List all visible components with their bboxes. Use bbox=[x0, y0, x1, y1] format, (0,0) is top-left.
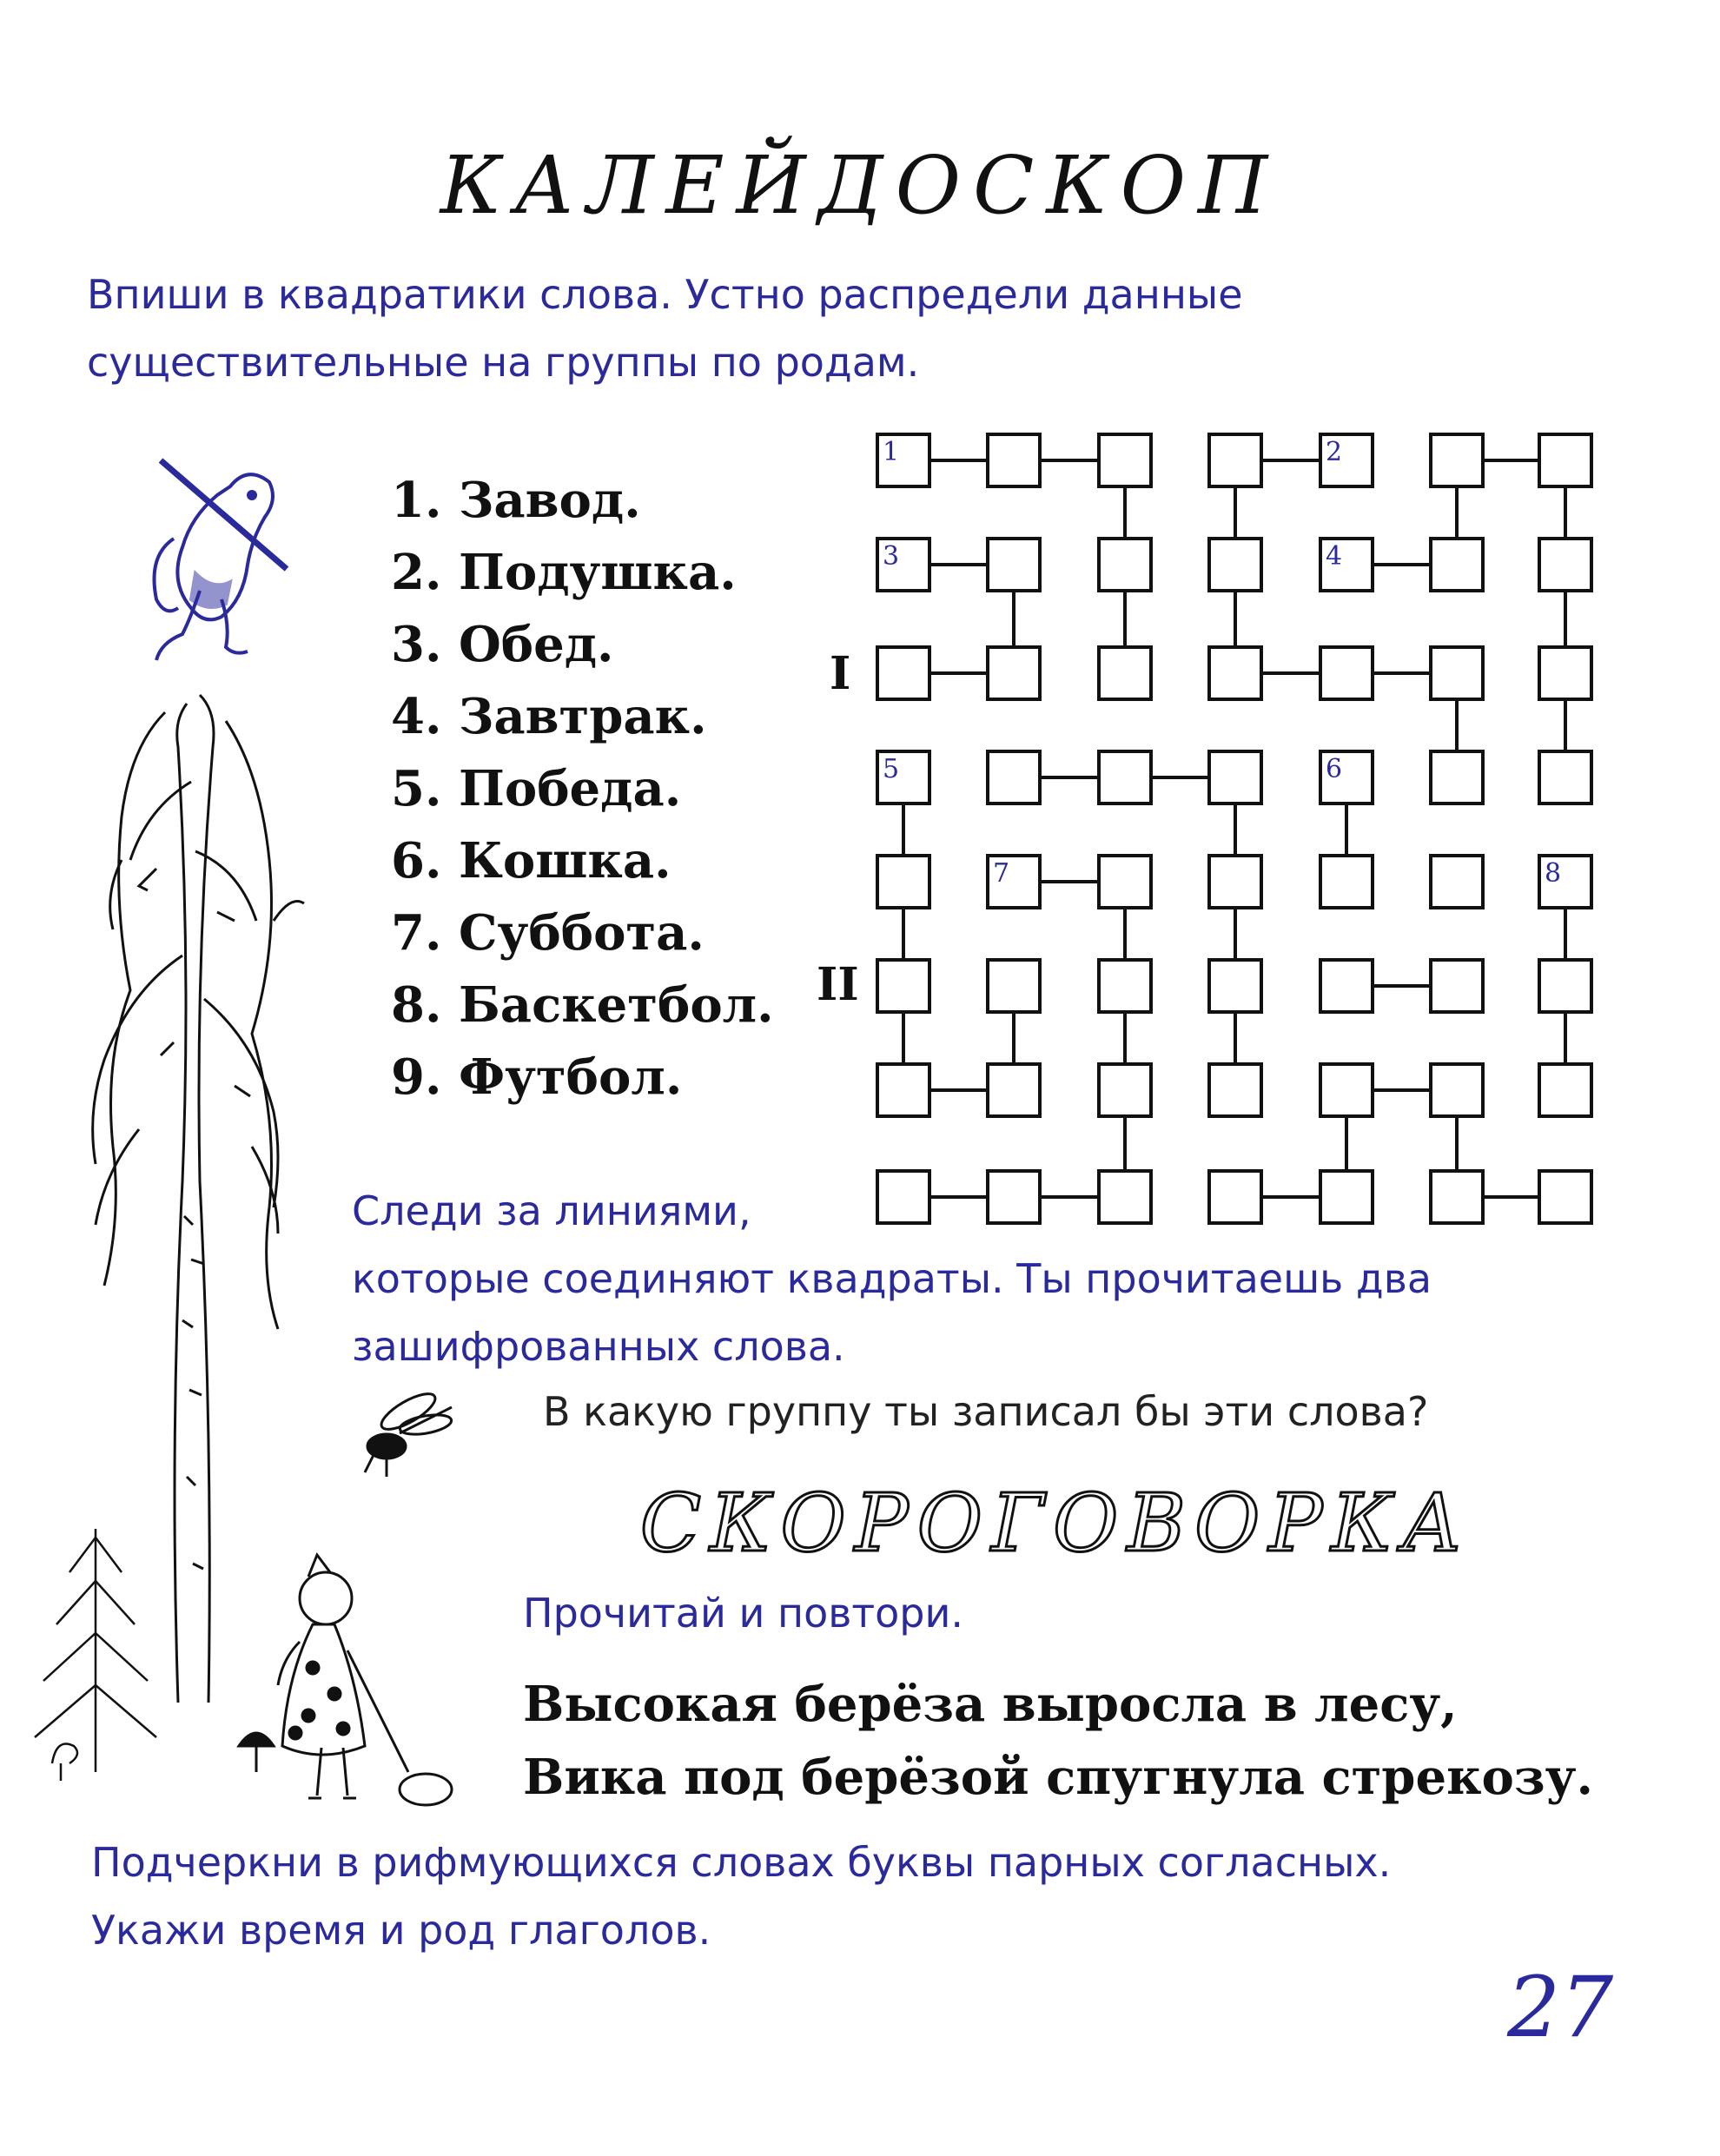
letter-box[interactable] bbox=[877, 1064, 929, 1116]
letter-box[interactable] bbox=[1099, 539, 1151, 591]
letter-box[interactable] bbox=[1539, 1171, 1591, 1223]
task2-line3: зашифрованных слова. bbox=[352, 1323, 845, 1370]
group-label-1: I bbox=[830, 647, 851, 700]
letter-box[interactable] bbox=[1209, 539, 1261, 591]
cell-number: 4 bbox=[1326, 541, 1343, 572]
plant-icon bbox=[52, 1744, 77, 1782]
letter-box[interactable] bbox=[988, 647, 1040, 699]
task2-instruction bbox=[352, 1177, 1432, 1380]
task2-line2: которые соединяют квадраты. Ты прочитаешь два bbox=[352, 1255, 1432, 1302]
letter-box[interactable] bbox=[1320, 1064, 1373, 1116]
letter-box[interactable] bbox=[1099, 434, 1151, 486]
cell-number: 5 bbox=[883, 754, 900, 784]
task3-instruction bbox=[91, 1829, 1391, 1964]
letter-box[interactable] bbox=[1099, 856, 1151, 908]
letter-box[interactable] bbox=[988, 434, 1040, 486]
word-item: 3. Обед. bbox=[391, 616, 614, 673]
page-number: 27 bbox=[1507, 1959, 1614, 2056]
letter-box[interactable] bbox=[1431, 434, 1483, 486]
letter-box[interactable] bbox=[1209, 434, 1261, 486]
letter-box[interactable] bbox=[1320, 856, 1373, 908]
letter-box[interactable] bbox=[1431, 960, 1483, 1012]
letter-box[interactable] bbox=[1099, 960, 1151, 1012]
word-item: 1. Завод. bbox=[391, 472, 641, 529]
letter-box[interactable] bbox=[1539, 751, 1591, 804]
letter-box[interactable] bbox=[1539, 539, 1591, 591]
tongue-twister-text bbox=[523, 1668, 1593, 1814]
task1-line1: Впиши в квадратики слова. Устно распредели данные bbox=[87, 271, 1243, 318]
word-item: 6. Кошка. bbox=[391, 832, 671, 890]
letter-box[interactable] bbox=[1539, 960, 1591, 1012]
task3-line2: Укажи время и род глаголов. bbox=[91, 1907, 711, 1954]
girl-with-net-icon bbox=[278, 1555, 452, 1805]
cell-number: 2 bbox=[1326, 437, 1343, 467]
group-label-2: II bbox=[817, 958, 859, 1011]
letter-box[interactable] bbox=[1431, 1064, 1483, 1116]
dragonfly-icon bbox=[365, 1387, 453, 1477]
letter-box[interactable] bbox=[877, 960, 929, 1012]
cell-number: 1 bbox=[883, 437, 900, 467]
cell-number: 8 bbox=[1545, 858, 1562, 889]
letter-box[interactable] bbox=[1431, 1171, 1483, 1223]
letter-box[interactable] bbox=[1539, 1064, 1591, 1116]
word-item: 8. Баскетбол. bbox=[391, 976, 774, 1034]
tongue-twister-title: СКОРОГОВОРКА bbox=[639, 1477, 1472, 1570]
letter-box[interactable] bbox=[1209, 751, 1261, 804]
letter-box[interactable] bbox=[988, 1064, 1040, 1116]
mushroom-icon bbox=[239, 1733, 274, 1772]
letter-box[interactable] bbox=[1320, 960, 1373, 1012]
letter-box[interactable] bbox=[1099, 647, 1151, 699]
cell-number: 3 bbox=[883, 541, 900, 572]
tongue-twister-instruction: Прочитай и повтори. bbox=[523, 1590, 964, 1637]
word-item: 7. Суббота. bbox=[391, 904, 705, 962]
fir-tree-icon bbox=[35, 1529, 156, 1772]
letter-box[interactable] bbox=[877, 647, 929, 699]
letter-box[interactable] bbox=[1209, 960, 1261, 1012]
poem-line1: Высокая берёза выросла в лесу, bbox=[523, 1676, 1458, 1733]
letter-box[interactable] bbox=[1431, 539, 1483, 591]
word-item: 9. Футбол. bbox=[391, 1048, 683, 1106]
letter-box[interactable] bbox=[1209, 647, 1261, 699]
letter-box[interactable] bbox=[1431, 751, 1483, 804]
letter-box[interactable] bbox=[1539, 434, 1591, 486]
task1-line2: существительные на группы по родам. bbox=[87, 339, 920, 386]
letter-box[interactable] bbox=[1320, 647, 1373, 699]
poem-line2: Вика под берёзой спугнула стрекозу. bbox=[523, 1749, 1593, 1806]
word-item: 2. Подушка. bbox=[391, 544, 737, 601]
letter-box[interactable] bbox=[1431, 856, 1483, 908]
letter-box[interactable] bbox=[988, 539, 1040, 591]
page-title: КАЛЕЙДОСКОП bbox=[440, 139, 1280, 232]
letter-box[interactable] bbox=[1209, 1064, 1261, 1116]
task2-line1: Следи за линиями, bbox=[352, 1187, 751, 1234]
letter-box[interactable] bbox=[1431, 647, 1483, 699]
question-text: В какую группу ты записал бы эти слова? bbox=[543, 1388, 1429, 1435]
letter-box[interactable] bbox=[1099, 751, 1151, 804]
cell-number: 7 bbox=[993, 858, 1010, 889]
cell-number: 6 bbox=[1326, 754, 1343, 784]
letter-box[interactable] bbox=[1539, 647, 1591, 699]
task3-line1: Подчеркни в рифмующихся словах буквы парных согласных. bbox=[91, 1839, 1392, 1886]
word-item: 4. Завтрак. bbox=[391, 688, 707, 745]
letter-box[interactable] bbox=[1209, 856, 1261, 908]
letter-box[interactable] bbox=[988, 751, 1040, 804]
letter-box[interactable] bbox=[988, 960, 1040, 1012]
letter-box[interactable] bbox=[877, 856, 929, 908]
letter-box[interactable] bbox=[1099, 1064, 1151, 1116]
word-item: 5. Победа. bbox=[391, 760, 682, 817]
